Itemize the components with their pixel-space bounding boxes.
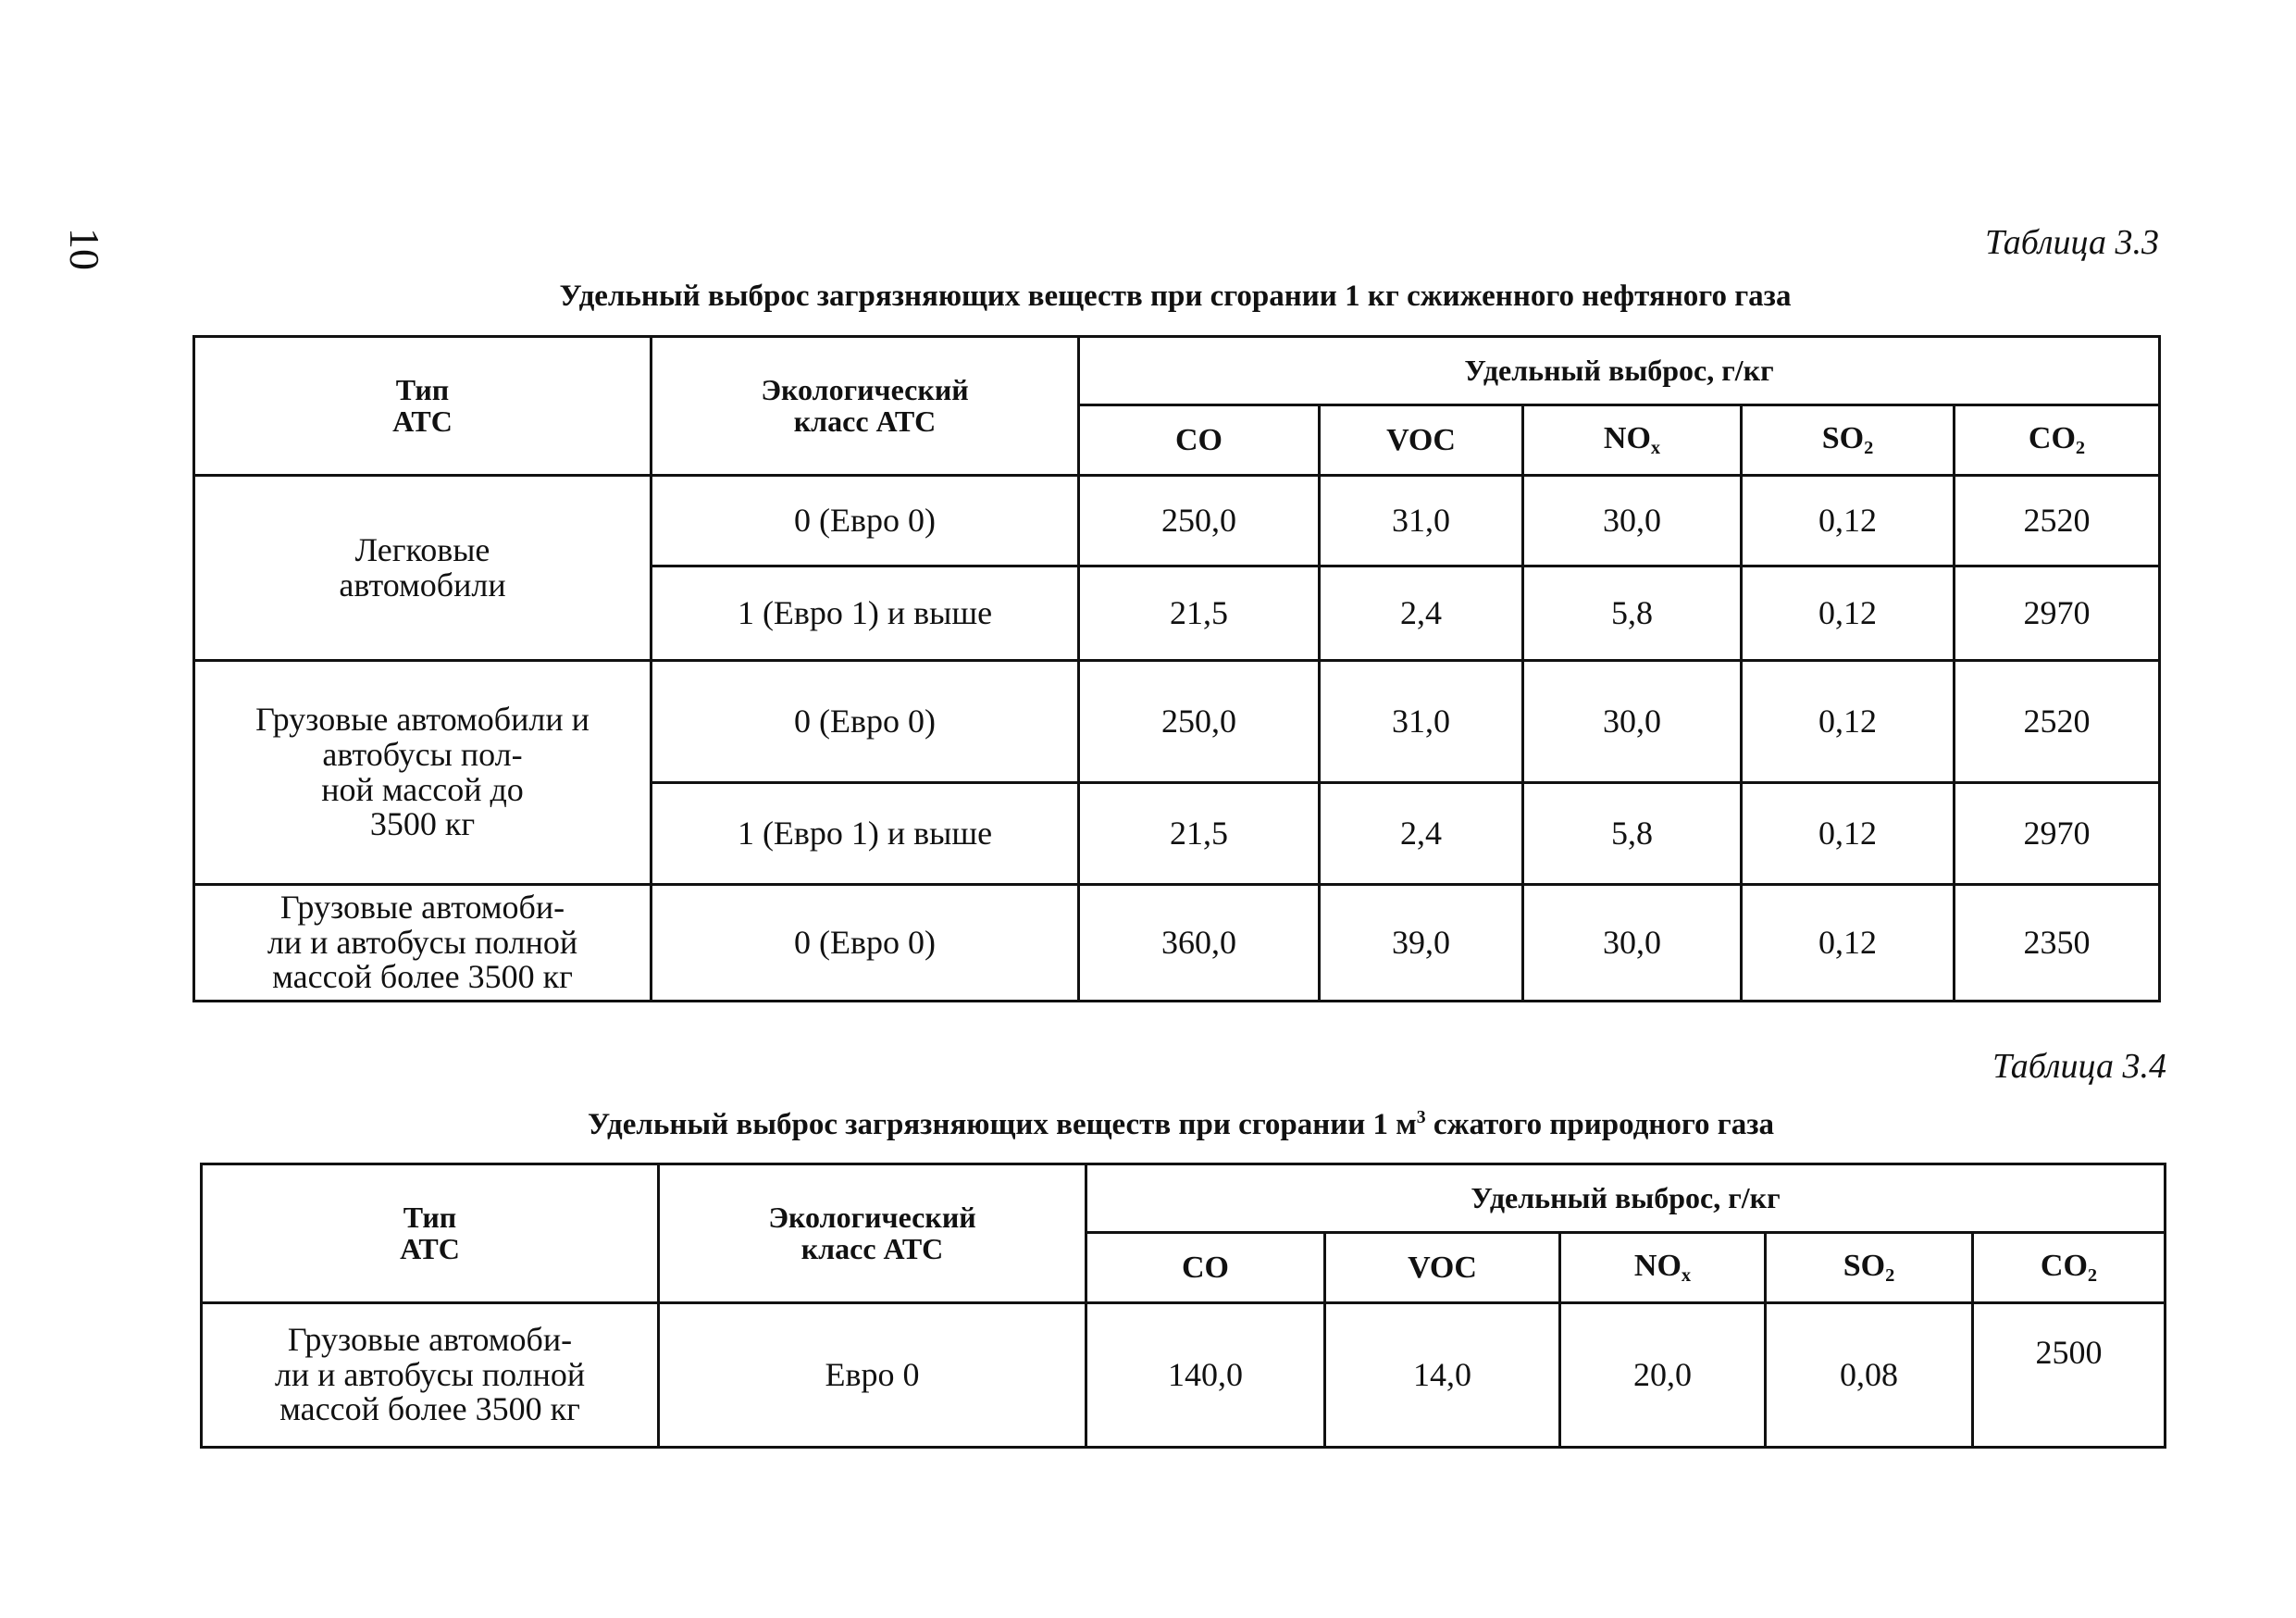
nox-cell: 5,8 bbox=[1523, 783, 1742, 885]
header-so2: $SO_2$ bbox=[1766, 1233, 1973, 1303]
header-emission: Удельный выброс, г/кг bbox=[1079, 337, 2160, 405]
header-emission: Удельный выброс, г/кг bbox=[1086, 1164, 2166, 1233]
table-row bbox=[194, 661, 2160, 783]
so2-cell: 0,08 bbox=[1766, 1303, 1973, 1448]
table-row bbox=[194, 476, 2160, 566]
nox-cell: 30,0 bbox=[1523, 885, 1742, 1002]
table-3-3-title: Удельный выброс загрязняющих веществ при сгорании 1 кг сжиженного нефтяного газа bbox=[559, 280, 1792, 313]
table-3-3 bbox=[192, 335, 2161, 1002]
so2-cell: 0,12 bbox=[1742, 885, 1955, 1002]
table-3-3-body bbox=[194, 476, 2160, 1002]
header-type: Тип АТС bbox=[194, 337, 652, 476]
voc-cell: 31,0 bbox=[1320, 661, 1523, 783]
co2-cell: 2970 bbox=[1955, 566, 2160, 661]
vehicle-type-cell: Грузовые автомоби- ли и автобусы полной массой более 3500 кг bbox=[194, 885, 652, 1002]
table-3-4-label: Таблица 3.4 bbox=[1992, 1047, 2166, 1086]
header-voc: VOC bbox=[1320, 405, 1523, 476]
co-cell: 250,0 bbox=[1079, 661, 1320, 783]
co-cell: 360,0 bbox=[1079, 885, 1320, 1002]
so2-cell: 0,12 bbox=[1742, 783, 1955, 885]
header-so2: $SO_2$ bbox=[1742, 405, 1955, 476]
header-nox: $NO_x$ bbox=[1560, 1233, 1766, 1303]
eco-class-cell: 0 (Евро 0) bbox=[652, 661, 1079, 783]
header-type: Тип АТС bbox=[202, 1164, 659, 1303]
vehicle-type-cell: Грузовые автомобили и автобусы пол- ной массой до 3500 кг bbox=[194, 661, 652, 885]
header-co2: $CO_2$ bbox=[1973, 1233, 2166, 1303]
nox-cell: 20,0 bbox=[1560, 1303, 1766, 1448]
so2-cell: 0,12 bbox=[1742, 476, 1955, 566]
header-voc: VOC bbox=[1325, 1233, 1560, 1303]
co-cell: 250,0 bbox=[1079, 476, 1320, 566]
voc-cell: 2,4 bbox=[1320, 783, 1523, 885]
vehicle-type-cell: Легковые автомобили bbox=[194, 476, 652, 661]
so2-cell: 0,12 bbox=[1742, 661, 1955, 783]
co2-cell: 2970 bbox=[1955, 783, 2160, 885]
header-co: CO bbox=[1086, 1233, 1325, 1303]
nox-cell: 5,8 bbox=[1523, 566, 1742, 661]
table-3-4-title: Удельный выброс загрязняющих веществ при сгорании 1 $м^3$ сжатого природного газа bbox=[588, 1107, 1774, 1141]
vehicle-type-cell: Грузовые автомоби- ли и автобусы полной массой более 3500 кг bbox=[202, 1303, 659, 1448]
header-nox: $NO_x$ bbox=[1523, 405, 1742, 476]
co2-cell: 2520 bbox=[1955, 476, 2160, 566]
nox-cell: 30,0 bbox=[1523, 476, 1742, 566]
co2-cell: 2350 bbox=[1955, 885, 2160, 1002]
page-number: 10 bbox=[61, 228, 108, 270]
eco-class-cell: 0 (Евро 0) bbox=[652, 885, 1079, 1002]
eco-class-cell: 1 (Евро 1) и выше bbox=[652, 566, 1079, 661]
co-cell: 21,5 bbox=[1079, 783, 1320, 885]
table-row bbox=[194, 885, 2160, 1002]
voc-cell: 31,0 bbox=[1320, 476, 1523, 566]
voc-cell: 14,0 bbox=[1325, 1303, 1560, 1448]
eco-class-cell: 0 (Евро 0) bbox=[652, 476, 1079, 566]
so2-cell: 0,12 bbox=[1742, 566, 1955, 661]
header-eco-class: Экологический класс АТС bbox=[652, 337, 1079, 476]
table-3-4 bbox=[200, 1163, 2166, 1449]
header-co2: $CO_2$ bbox=[1955, 405, 2160, 476]
header-co: CO bbox=[1079, 405, 1320, 476]
eco-class-cell: Евро 0 bbox=[659, 1303, 1086, 1448]
eco-class-cell: 1 (Евро 1) и выше bbox=[652, 783, 1079, 885]
co2-cell: 2520 bbox=[1955, 661, 2160, 783]
voc-cell: 39,0 bbox=[1320, 885, 1523, 1002]
table-3-3-label: Таблица 3.3 bbox=[1985, 223, 2159, 262]
voc-cell: 2,4 bbox=[1320, 566, 1523, 661]
co2-cell: 2500 bbox=[1973, 1303, 2166, 1448]
header-eco-class: Экологический класс АТС bbox=[659, 1164, 1086, 1303]
table-row bbox=[202, 1303, 2166, 1448]
co-cell: 140,0 bbox=[1086, 1303, 1325, 1448]
nox-cell: 30,0 bbox=[1523, 661, 1742, 783]
co-cell: 21,5 bbox=[1079, 566, 1320, 661]
